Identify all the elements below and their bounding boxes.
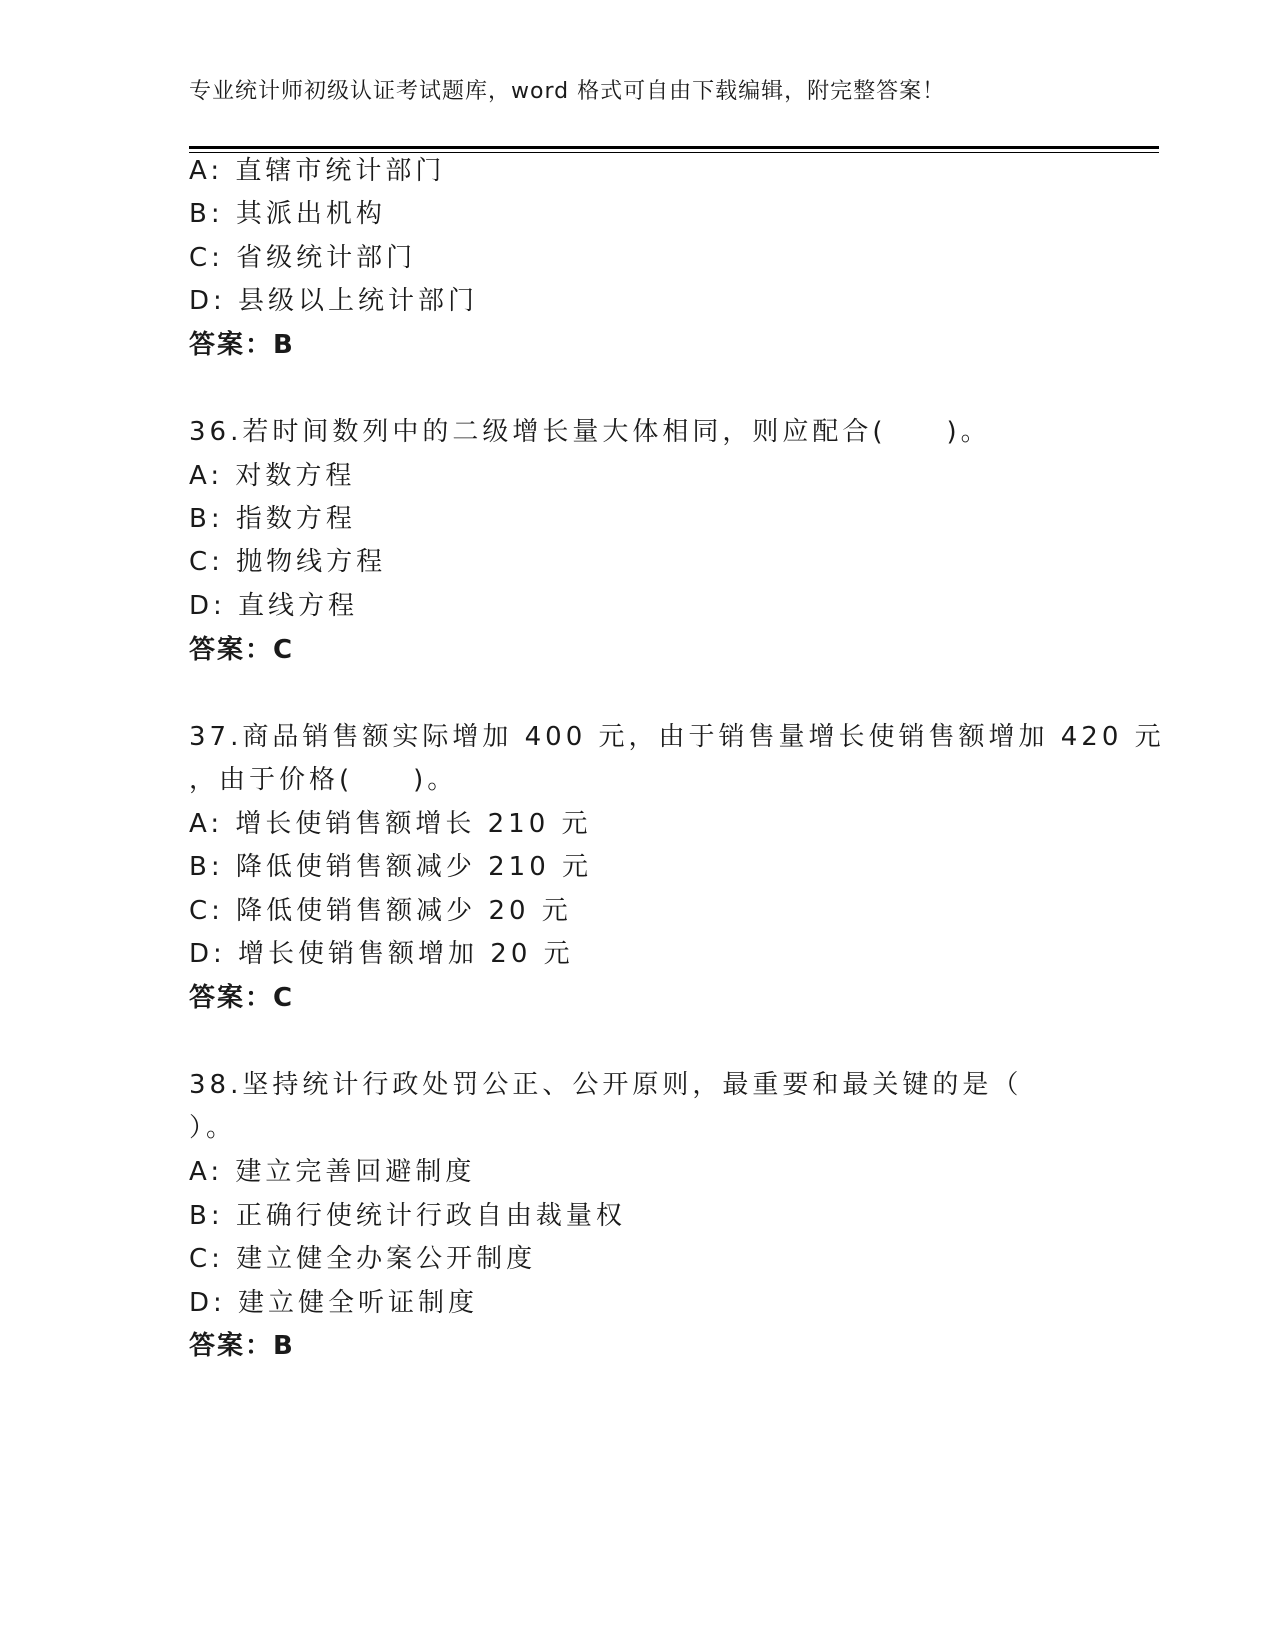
q38-option-a: A: 建立完善回避制度 xyxy=(189,1157,476,1187)
q37-option-c: C: 降低使销售额减少 20 元 xyxy=(189,896,572,926)
q35-answer: 答案：B xyxy=(189,330,295,360)
header-rule-thin xyxy=(189,152,1159,153)
q37-option-a: A: 增长使销售额增长 210 元 xyxy=(189,809,592,839)
q37-option-d: D: 增长使销售额增加 20 元 xyxy=(189,939,574,969)
q38-option-b: B: 正确行使统计行政自由裁量权 xyxy=(189,1201,626,1231)
q37-stem-line2: ，由于价格( )。 xyxy=(189,765,458,795)
q36-answer: 答案：C xyxy=(189,635,295,665)
q38-stem-line1: 38.坚持统计行政处罚公正、公开原则，最重要和最关键的是（ xyxy=(189,1070,1023,1100)
q37-stem-line1: 37.商品销售额实际增加 400 元，由于销售量增长使销售额增加 420 元 xyxy=(189,722,1165,752)
q36-stem: 36.若时间数列中的二级增长量大体相同，则应配合( )。 xyxy=(189,417,991,447)
q38-option-d: D: 建立健全听证制度 xyxy=(189,1288,479,1318)
q35-option-d: D: 县级以上统计部门 xyxy=(189,286,479,316)
q36-option-b: B: 指数方程 xyxy=(189,504,356,534)
q37-answer: 答案：C xyxy=(189,983,295,1013)
q36-option-d: D: 直线方程 xyxy=(189,591,359,621)
q35-option-b: B: 其派出机构 xyxy=(189,199,386,229)
q37-option-b: B: 降低使销售额减少 210 元 xyxy=(189,852,593,882)
q35-option-c: C: 省级统计部门 xyxy=(189,243,417,273)
q36-option-a: A: 对数方程 xyxy=(189,461,356,491)
header-rule-thick xyxy=(189,146,1159,149)
document-header: 专业统计师初级认证考试题库，word 格式可自由下载编辑，附完整答案！ xyxy=(189,79,946,104)
q38-option-c: C: 建立健全办案公开制度 xyxy=(189,1244,537,1274)
q36-option-c: C: 抛物线方程 xyxy=(189,547,387,577)
q35-option-a: A: 直辖市统计部门 xyxy=(189,156,446,186)
q38-stem-line2: ）。 xyxy=(189,1113,237,1143)
q38-answer: 答案：B xyxy=(189,1331,295,1361)
